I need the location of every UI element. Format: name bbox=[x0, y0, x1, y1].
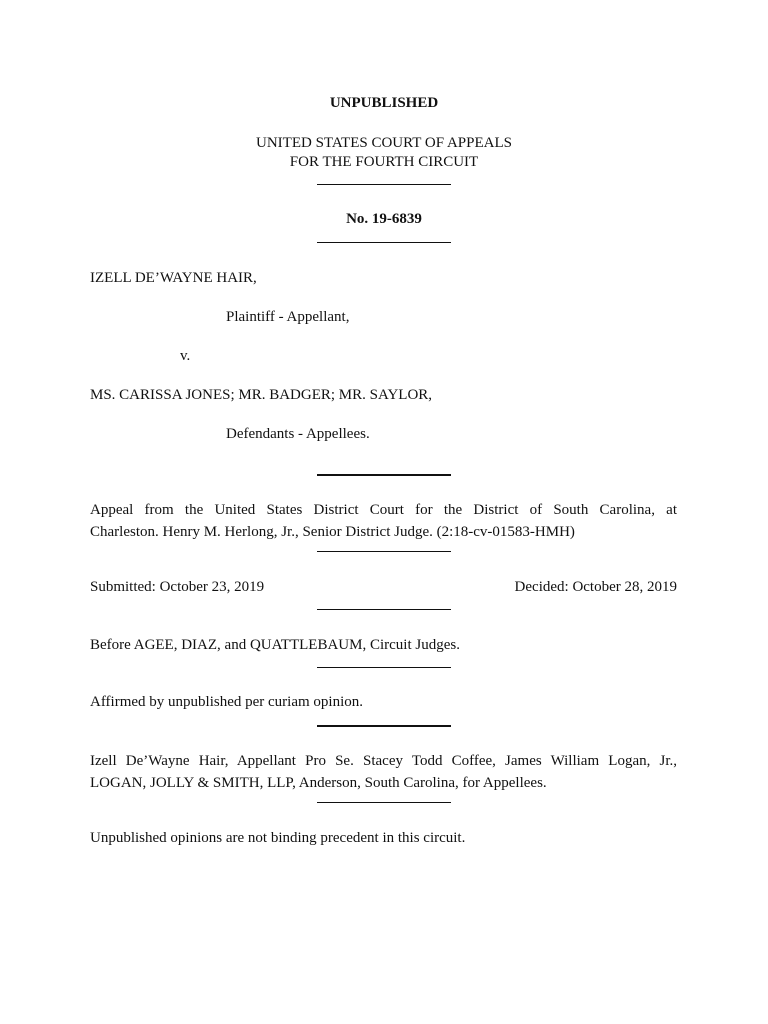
plaintiff-name: IZELL DE’WAYNE HAIR, bbox=[90, 270, 257, 286]
divider bbox=[317, 551, 451, 552]
appeal-line2: Charleston. Henry M. Herlong, Jr., Senior District Judge. (2:18-cv-01583-HMH) bbox=[90, 524, 575, 540]
court-name-line2: FOR THE FOURTH CIRCUIT bbox=[289, 154, 479, 170]
divider bbox=[317, 474, 451, 476]
divider bbox=[317, 667, 451, 668]
court-name-line1: UNITED STATES COURT OF APPEALS bbox=[256, 135, 512, 151]
submitted-date: Submitted: October 23, 2019 bbox=[90, 579, 265, 595]
appeal-paragraph bbox=[90, 499, 677, 543]
appeal-line1: Appeal from the United States District Court for the District of South Carolina, at bbox=[90, 502, 677, 518]
unpublished-heading: UNPUBLISHED bbox=[329, 95, 439, 111]
plaintiff-role: Plaintiff - Appellant, bbox=[226, 309, 350, 325]
counsel-line1: Izell De’Wayne Hair, Appellant Pro Se. Stacey Todd Coffee, James William Logan, Jr., bbox=[90, 753, 677, 769]
precedent-notice: Unpublished opinions are not binding precedent in this circuit. bbox=[90, 830, 466, 846]
panel-judges: Before AGEE, DIAZ, and QUATTLEBAUM, Circuit Judges. bbox=[90, 637, 460, 653]
divider bbox=[317, 184, 451, 185]
divider bbox=[317, 609, 451, 610]
divider bbox=[317, 725, 451, 727]
divider bbox=[317, 242, 451, 243]
counsel-line2: LOGAN, JOLLY & SMITH, LLP, Anderson, South Carolina, for Appellees. bbox=[90, 775, 547, 791]
defendants-role: Defendants - Appellees. bbox=[226, 426, 370, 442]
case-number: No. 19-6839 bbox=[346, 211, 422, 227]
defendants-names: MS. CARISSA JONES; MR. BADGER; MR. SAYLOR, bbox=[90, 387, 433, 403]
divider bbox=[317, 802, 451, 803]
versus: v. bbox=[180, 348, 191, 364]
decided-date: Decided: October 28, 2019 bbox=[514, 579, 677, 595]
disposition: Affirmed by unpublished per curiam opinion. bbox=[90, 694, 364, 710]
counsel-paragraph bbox=[90, 750, 677, 794]
